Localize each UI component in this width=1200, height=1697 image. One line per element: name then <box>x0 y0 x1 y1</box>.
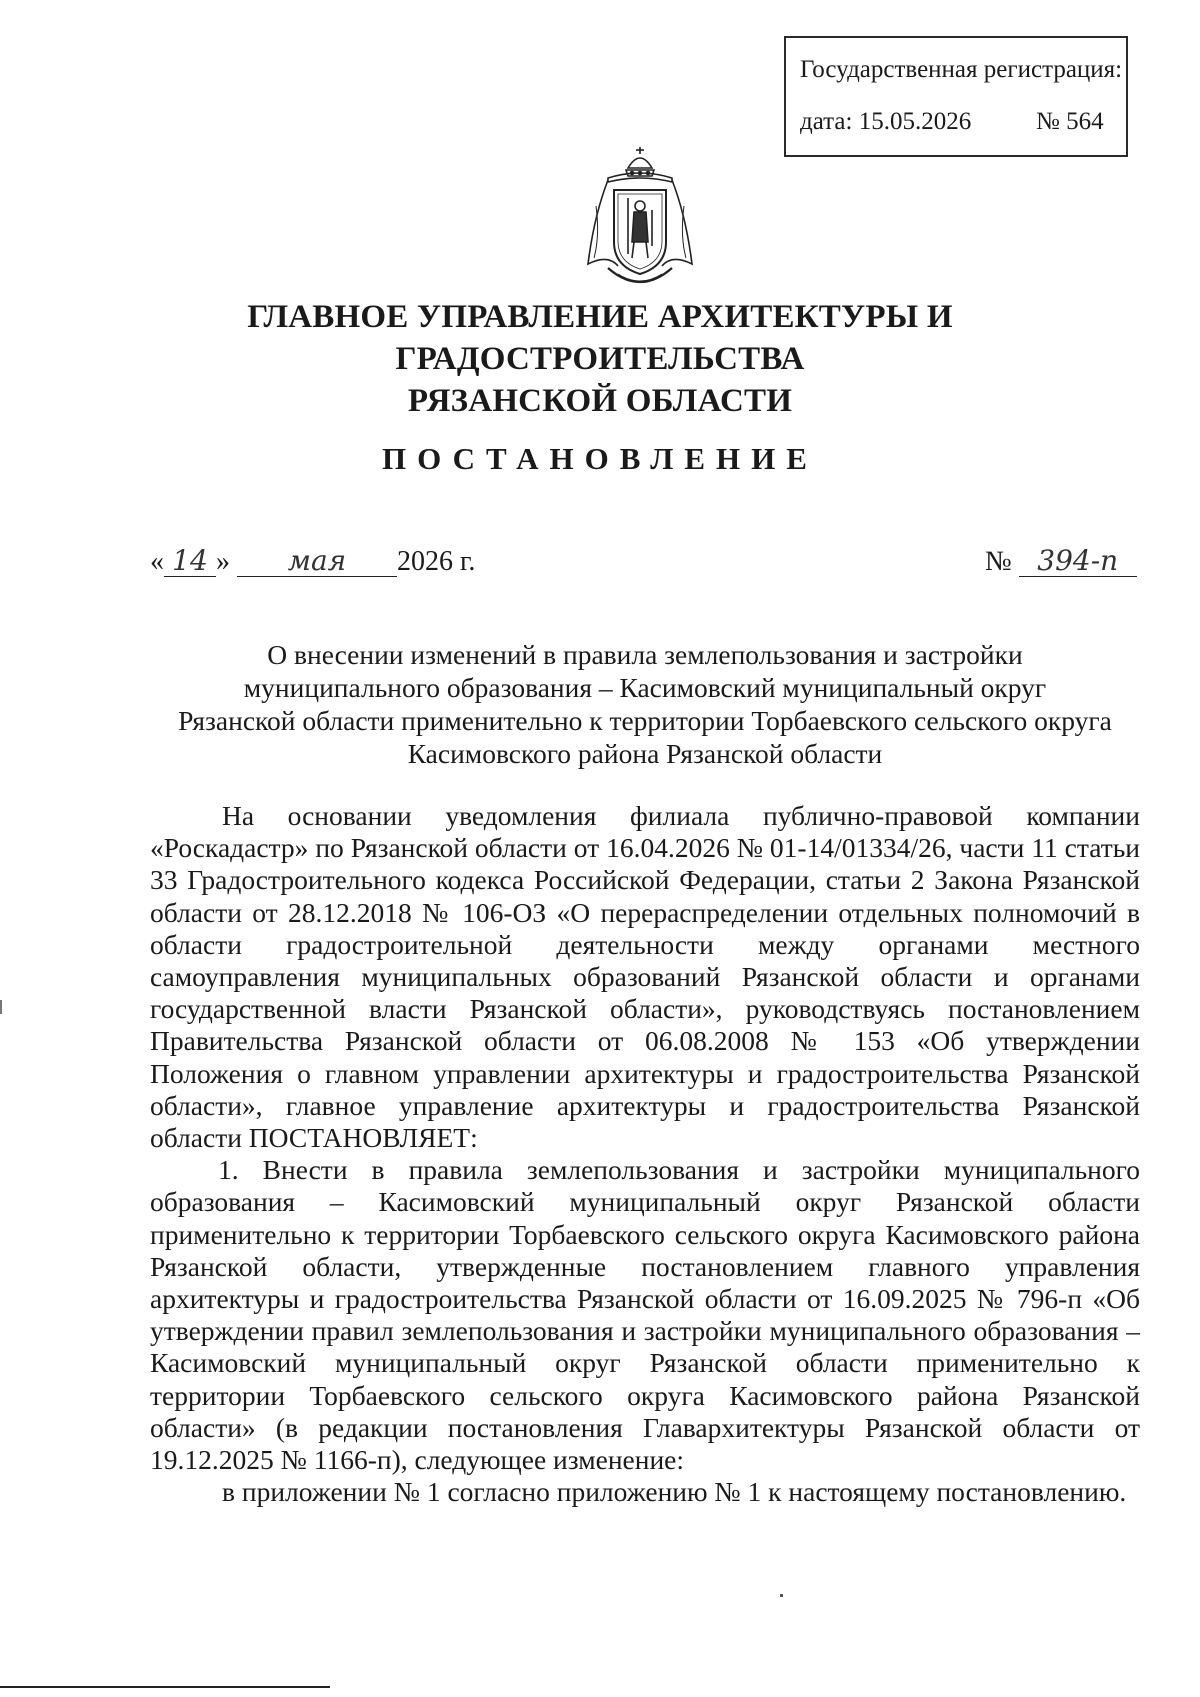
subject-line2: муниципального образования – Касимовский муниципальный округ <box>243 672 1047 703</box>
document-type-heading: ПОСТАНОВЛЕНИЕ <box>382 441 818 476</box>
date-year: 2026 г. <box>397 546 476 577</box>
date-day: 14 <box>164 546 216 577</box>
scan-artifact <box>780 1594 783 1597</box>
organization-title-line1: ГЛАВНОЕ УПРАВЛЕНИЕ АРХИТЕКТУРЫ И ГРАДОСТРОИТЕЛЬСТВА <box>247 299 953 377</box>
registration-stamp <box>784 36 1128 157</box>
date-close-quote: » <box>216 546 230 577</box>
subject-line4: Касимовского района Рязанской области <box>407 738 883 769</box>
document-subject <box>150 638 1140 770</box>
document-number <box>985 546 1137 578</box>
number-value: 394-п <box>1019 546 1137 577</box>
clause-1-detail-paragraph: в приложении № 1 согласно приложению № 1 к настоящему постановлению. <box>222 1476 1127 1508</box>
document-date <box>150 546 475 578</box>
subject-line1: О внесении изменений в правила землепользования и застройки <box>267 639 1023 670</box>
number-prefix: № <box>985 546 1012 577</box>
preamble-paragraph: На основании уведомления филиала публично-правовой компании «Роскадастр» по Рязанской области от 16.04.2026 № 01-14/01334/26, части 11 статьи 33 Градостроительного кодекса Российской Федерации, статьи 2 Закона Рязанской области от 28.12.2018 № 106-ОЗ «О перераспределении отдельных полномочий в области градостроительной деятельности между органами местного самоуправления муниципальных образований Рязанской области и органами государственной власти Рязанской области», руководствуясь постановлением Правительства Рязанской области от 06.08.2008 № 153 «Об утверждении Положения о главном управлении архитектуры и градостроительства Рязанской области», главное управление архитектуры и градостроительства Рязанской области ПОСТАНОВЛЯЕТ: <box>150 800 1140 1154</box>
clause-1-paragraph: 1. Внести в правила землепользования и застройки муниципального образования – Касимовский муниципальный округ Рязанской области применительно к территории Торбаевского сельского округа Касимовского района Рязанской области, утвержденные постановлением главного управления архитектуры и градостроительства Рязанской области от 16.09.2025 № 796-п «Об утверждении правил землепользования и застройки муниципального образования – Касимовский муниципальный округ Рязанской области применительно к территории Торбаевского сельского округа Касимовского района Рязанской области» (в редакции постановления Главархитектуры Рязанской области от 19.12.2025 № 1166-п), следующее изменение: <box>150 1154 1140 1476</box>
document-body <box>150 800 1140 1508</box>
footer-rule <box>0 1686 330 1688</box>
registration-date: дата: 15.05.2026 <box>800 108 972 135</box>
date-open-quote: « <box>150 546 164 577</box>
subject-line3: Рязанской области применительно к территории Торбаевского сельского округа <box>178 705 1112 736</box>
organization-title <box>80 296 1120 422</box>
organization-title-line2: РЯЗАНСКОЙ ОБЛАСТИ <box>407 383 793 419</box>
registration-title: Государственная регистрация: <box>800 56 1123 83</box>
date-month: мая <box>237 546 397 577</box>
registration-number: № 564 <box>1036 108 1104 135</box>
scan-edge-mark <box>0 1000 2 1014</box>
coat-of-arms-icon <box>578 146 702 292</box>
